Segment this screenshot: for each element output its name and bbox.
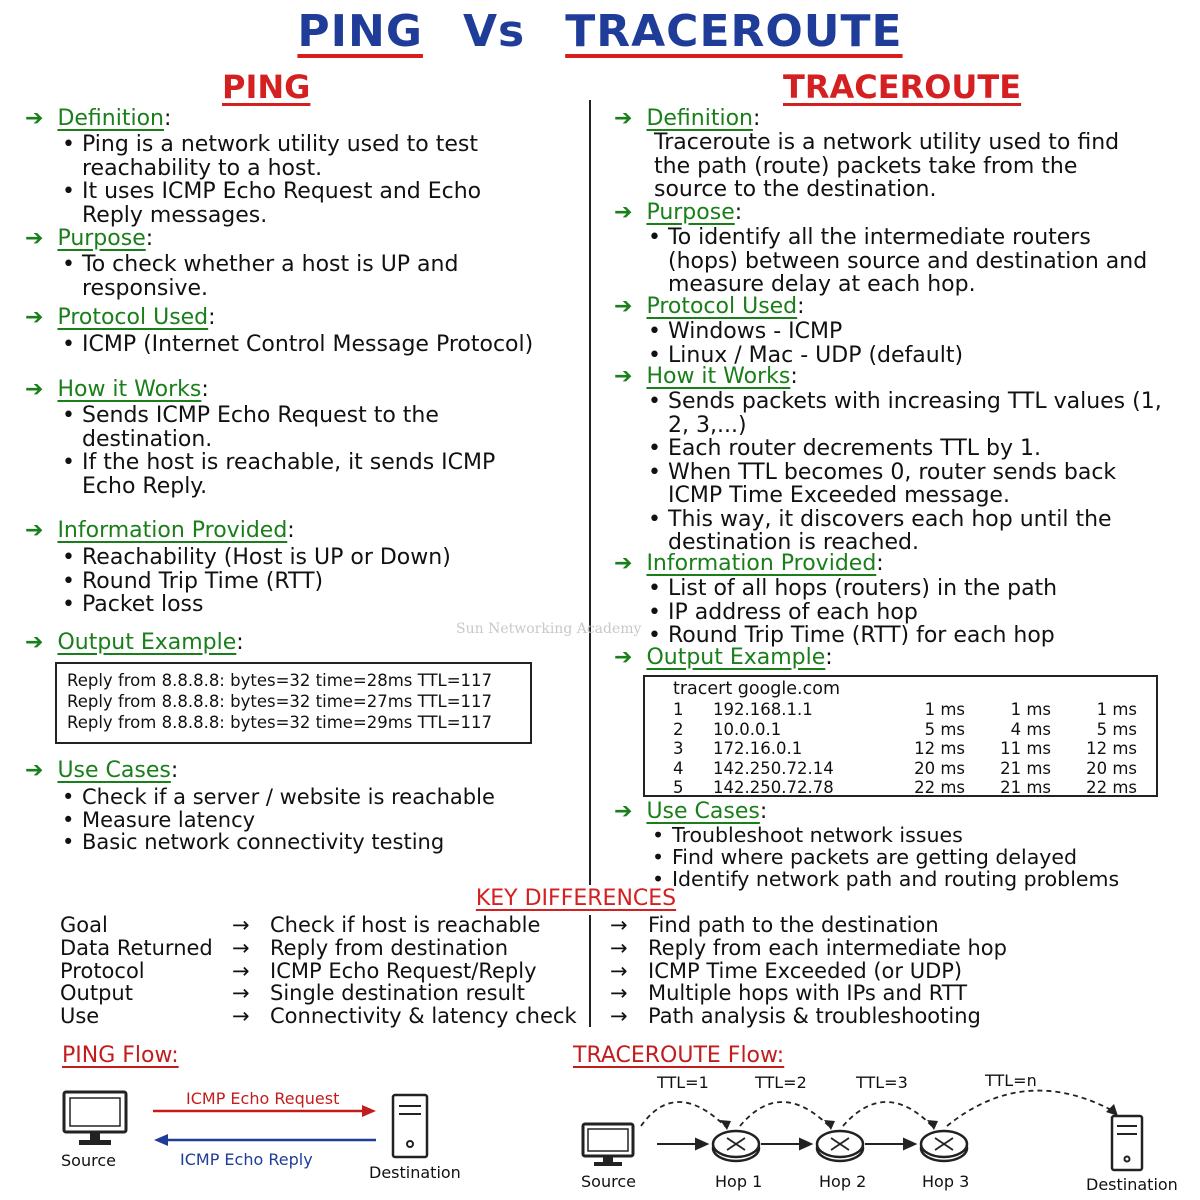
title-vs: Vs: [462, 6, 526, 57]
traceroute-uses-list: [650, 824, 1170, 890]
traceroute-definition-heading: ➔ Definition:: [614, 106, 761, 131]
list-item: • Packet loss: [60, 593, 540, 617]
table-row: [673, 700, 1137, 720]
hop-number-cell: 4: [673, 758, 684, 778]
arrow-right-icon: →: [610, 935, 628, 960]
list-item: • It uses ICMP Echo Request and Echo Reply messages.: [60, 180, 500, 227]
arrow-right-icon: →: [232, 958, 250, 983]
ping-uses-list: [60, 786, 560, 854]
rtt-cell: 1 ms: [1010, 700, 1051, 719]
list-item: • Sends packets with increasing TTL values (1, 2, 3,...): [646, 390, 1166, 437]
hop-number-cell: 2: [673, 719, 684, 739]
arrow-right-icon: ➔: [614, 645, 633, 670]
monitor-icon: [583, 1124, 633, 1166]
traceroute-value: Path analysis & troubleshooting: [648, 1004, 981, 1029]
traceroute-how-list: [646, 390, 1166, 555]
rtt-cell: 5 ms: [924, 719, 965, 739]
rtt-cell: 5 ms: [1096, 719, 1137, 739]
ping-definition-heading: ➔ Definition:: [25, 106, 172, 131]
rtt-cell: 21 ms: [1000, 778, 1051, 797]
hop-ip-cell: 172.16.0.1: [713, 739, 803, 758]
key-differences-divider: [589, 915, 591, 1027]
traceroute-purpose-heading: ➔ Purpose:: [614, 200, 743, 225]
arrow-right-icon: ➔: [614, 200, 633, 225]
router-icon: [713, 1131, 759, 1161]
arrow-right-icon: →: [610, 913, 628, 937]
list-item: • Each router decrements TTL by 1.: [646, 437, 1166, 461]
traceroute-value: Reply from each intermediate hop: [648, 935, 1007, 960]
hop-number-cell: 5: [673, 778, 684, 797]
ping-flow-heading: PING Flow:: [62, 1043, 179, 1068]
key-differences-heading: KEY DIFFERENCES: [475, 886, 677, 911]
difference-label: Data Returned: [60, 935, 213, 960]
traceroute-how-heading: ➔ How it Works:: [614, 364, 798, 389]
list-item: • To identify all the intermediate routers (hops) between source and destination and measure delay at each hop.: [646, 226, 1156, 297]
arrow-right-icon: →: [610, 958, 628, 983]
difference-label: Output: [60, 981, 133, 1006]
ping-protocol-heading: ➔ Protocol Used:: [25, 305, 216, 330]
router-icon: [817, 1131, 863, 1161]
arrow-right-icon: ➔: [614, 799, 633, 824]
rtt-cell: 4 ms: [1010, 719, 1051, 739]
arrow-right-icon: →: [232, 981, 250, 1006]
ping-value: Single destination result: [270, 981, 525, 1006]
difference-label: Goal: [60, 913, 108, 937]
hop-ip-cell: 10.0.0.1: [713, 719, 782, 739]
arrow-right-icon: ➔: [614, 294, 633, 319]
list-item: • Measure latency: [60, 809, 560, 832]
rtt-cell: 1 ms: [924, 700, 965, 719]
hop-number-cell: 3: [673, 739, 684, 758]
difference-label: Use: [60, 1004, 100, 1029]
hop-label: Hop 1: [715, 1172, 763, 1191]
arrow-right-icon: →: [232, 935, 250, 960]
traceroute-flow-heading: TRACEROUTE Flow:: [573, 1043, 785, 1068]
ping-info-heading: ➔ Information Provided:: [25, 518, 295, 543]
ping-definition-list: [60, 133, 500, 227]
list-item: • Troubleshoot network issues: [650, 824, 1170, 846]
traceroute-value: ICMP Time Exceeded (or UDP): [648, 958, 963, 983]
list-item: • IP address of each hop: [646, 601, 1166, 625]
table-row: [673, 759, 1137, 779]
list-item: • Windows - ICMP: [646, 320, 1156, 344]
ping-source-label: Source: [61, 1151, 116, 1170]
arrow-right-icon: ➔: [25, 106, 44, 131]
hop-label: Hop 2: [819, 1172, 867, 1191]
arrow-right-icon: ➔: [25, 518, 44, 543]
arrow-right-icon: →: [610, 1004, 628, 1029]
ttl-label: TTL=1: [657, 1073, 709, 1092]
ttl-label: TTL=n: [985, 1071, 1037, 1090]
server-icon: [1112, 1116, 1142, 1170]
ping-value: ICMP Echo Request/Reply: [270, 958, 537, 983]
watermark: Sun Networking Academy: [456, 621, 642, 637]
traceroute-value: Multiple hops with IPs and RTT: [648, 981, 968, 1006]
ping-output-box: [55, 662, 532, 744]
rtt-cell: 12 ms: [914, 739, 965, 758]
traceroute-heading: TRACEROUTE: [783, 68, 1022, 106]
title-ping: PING: [297, 6, 423, 57]
rtt-cell: 1 ms: [1096, 700, 1137, 719]
traceroute-destination-label: Destination: [1086, 1175, 1178, 1194]
table-row: [673, 778, 1137, 798]
ping-purpose-list: [60, 253, 520, 300]
ping-value: Reply from destination: [270, 935, 509, 960]
arrow-right-icon: ➔: [25, 377, 44, 402]
traceroute-protocol-list: [646, 320, 1156, 367]
arrow-right-icon: ➔: [614, 551, 633, 576]
list-item: • Sends ICMP Echo Request to the destination.: [60, 404, 500, 451]
ttl-label: TTL=3: [856, 1073, 908, 1092]
list-item: • Check if a server / website is reachable: [60, 786, 560, 809]
arrow-right-icon: ➔: [614, 106, 633, 131]
traceroute-uses-heading: ➔ Use Cases:: [614, 799, 768, 824]
traceroute-output-box: [643, 675, 1158, 797]
rtt-cell: 12 ms: [1086, 739, 1137, 758]
ping-output-heading: ➔ Output Example:: [25, 630, 244, 655]
list-item: • If the host is reachable, it sends ICMP Echo Reply.: [60, 451, 500, 498]
router-icon: [921, 1131, 967, 1161]
ping-how-heading: ➔ How it Works:: [25, 377, 209, 402]
list-item: • Basic network connectivity testing: [60, 831, 560, 854]
traceroute-info-list: [646, 577, 1166, 648]
rtt-cell: 11 ms: [1000, 739, 1051, 758]
list-item: • Ping is a network utility used to test reachability to a host.: [60, 133, 500, 180]
hop-ip-cell: 142.250.72.78: [713, 778, 834, 797]
hop-number-cell: 1: [673, 700, 684, 719]
output-line: Reply from 8.8.8.8: bytes=32 time=27ms TTL=117: [67, 692, 493, 711]
traceroute-protocol-heading: ➔ Protocol Used:: [614, 294, 805, 319]
list-item: • This way, it discovers each hop until the destination is reached.: [646, 508, 1166, 555]
echo-request-label: ICMP Echo Request: [186, 1089, 340, 1108]
ping-value: Connectivity & latency check: [270, 1004, 577, 1029]
table-row: [673, 720, 1137, 740]
list-item: • Identify network path and routing problems: [650, 868, 1170, 890]
ttl-label: TTL=2: [755, 1073, 807, 1092]
tracert-table: [673, 700, 1137, 798]
rtt-cell: 22 ms: [1086, 778, 1137, 797]
arrow-right-icon: →: [610, 981, 628, 1006]
ping-info-list: [60, 546, 540, 617]
rtt-cell: 21 ms: [1000, 758, 1051, 778]
tracert-command: tracert google.com: [673, 679, 840, 699]
ping-value: Check if host is reachable: [270, 913, 541, 937]
hop-label: Hop 3: [922, 1172, 970, 1191]
arrow-right-icon: ➔: [25, 226, 44, 251]
traceroute-definition-text: Traceroute is a network utility used to find the path (route) packets take from the source to the destination.: [654, 130, 1120, 202]
rtt-cell: 20 ms: [914, 758, 965, 778]
traceroute-info-heading: ➔ Information Provided:: [614, 551, 884, 576]
ping-purpose-heading: ➔ Purpose:: [25, 226, 154, 251]
arrow-right-icon: →: [232, 1004, 250, 1029]
arrow-right-icon: ➔: [25, 758, 44, 783]
list-item: • Reachability (Host is UP or Down): [60, 546, 540, 570]
difference-label: Protocol: [60, 958, 145, 983]
ping-protocol-list: [60, 333, 590, 357]
echo-reply-label: ICMP Echo Reply: [180, 1150, 313, 1169]
list-item: • When TTL becomes 0, router sends back ICMP Time Exceeded message.: [646, 461, 1166, 508]
traceroute-purpose-list: [646, 226, 1156, 297]
ping-how-list: [60, 404, 500, 498]
table-row: [673, 739, 1137, 759]
rtt-cell: 20 ms: [1086, 758, 1137, 778]
output-line: Reply from 8.8.8.8: bytes=32 time=28ms TTL=117: [67, 671, 493, 690]
echo-reply-arrow: [150, 1132, 380, 1148]
page-title: [0, 6, 1200, 57]
traceroute-source-label: Source: [581, 1172, 636, 1191]
ping-heading: PING: [222, 68, 311, 106]
output-line: Reply from 8.8.8.8: bytes=32 time=29ms TTL=117: [67, 713, 493, 732]
list-item: • Round Trip Time (RTT) for each hop: [646, 624, 1166, 648]
hop-ip-cell: 192.168.1.1: [713, 700, 813, 719]
arrow-right-icon: ➔: [25, 305, 44, 330]
hop-ip-cell: 142.250.72.14: [713, 758, 834, 778]
ping-destination-label: Destination: [369, 1163, 461, 1182]
list-item: • List of all hops (routers) in the path: [646, 577, 1166, 601]
monitor-icon: [55, 1090, 135, 1150]
server-icon: [385, 1092, 435, 1162]
list-item: • Find where packets are getting delayed: [650, 846, 1170, 868]
list-item: • Linux / Mac - UDP (default): [646, 344, 1156, 368]
arrow-right-icon: ➔: [25, 630, 44, 655]
echo-request-arrow: [150, 1103, 380, 1119]
rtt-cell: 22 ms: [914, 778, 965, 797]
column-divider: [589, 100, 591, 885]
arrow-right-icon: ➔: [614, 364, 633, 389]
list-item: • Round Trip Time (RTT): [60, 570, 540, 594]
traceroute-value: Find path to the destination: [648, 913, 939, 937]
ping-uses-heading: ➔ Use Cases:: [25, 758, 179, 783]
title-traceroute: TRACEROUTE: [565, 6, 903, 57]
list-item: • To check whether a host is UP and responsive.: [60, 253, 520, 300]
arrow-right-icon: →: [232, 913, 250, 937]
list-item: • ICMP (Internet Control Message Protocol): [60, 333, 590, 357]
traceroute-output-heading: ➔ Output Example:: [614, 645, 833, 670]
